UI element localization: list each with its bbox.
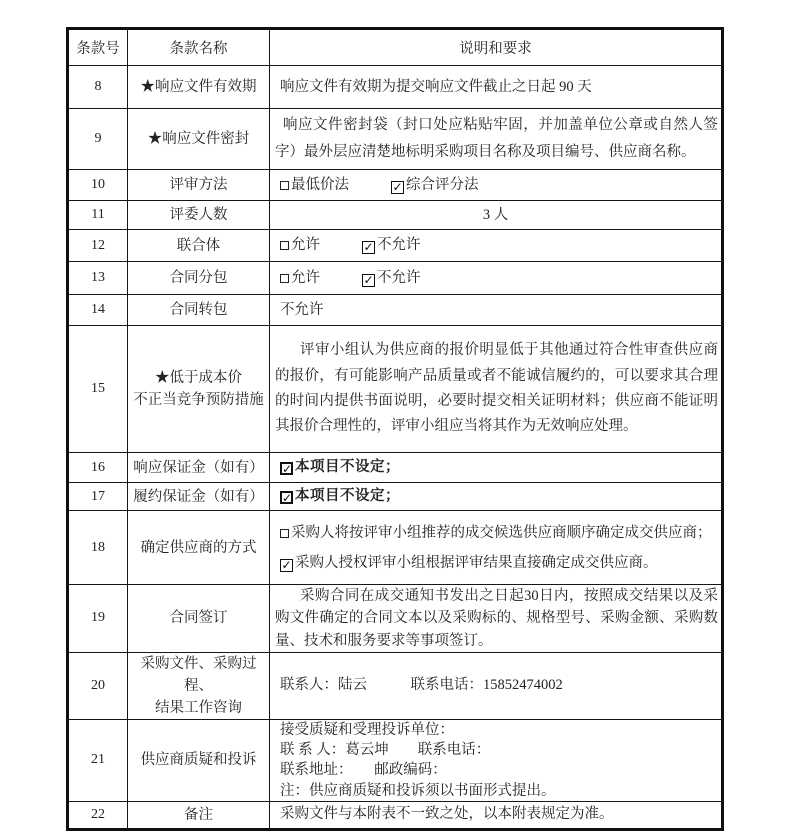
content-text: 响应文件密封袋（封口处应粘贴牢固，并加盖单位公章或自然人签字）最外层应清楚地标明采购项目名称及项目编号、供应商名称。 (275, 117, 718, 160)
clause-name-line: 评委人数 (169, 207, 228, 223)
table-row (68, 511, 723, 585)
option-label: 允许 (291, 237, 320, 253)
content-text: 联 系 人：葛云坤 联系电话： (280, 742, 491, 759)
table-row (68, 719, 723, 801)
content-text: 接受质疑和受理投诉单位： (280, 721, 454, 738)
clause-name-line: 采购文件、采购过程、 (140, 655, 257, 694)
column-header-clause-name: 条款名称 (128, 29, 270, 66)
content-text: 联系地址： 邮政编码： (280, 762, 447, 779)
content-text-line (273, 300, 718, 321)
option-label: 允许 (291, 269, 320, 286)
checkbox-checked-icon: ✓ (363, 240, 374, 254)
content-options-line (273, 518, 718, 548)
table-row (68, 109, 723, 170)
clause-name-line: 供应商质疑和投诉 (140, 752, 257, 769)
clause-number: 21 (68, 719, 128, 801)
table-row (68, 585, 723, 653)
table-row (68, 295, 723, 326)
clause-name-line: 备注 (184, 806, 213, 823)
clause-number: 19 (68, 585, 128, 653)
clause-name-line: 联合体 (176, 237, 221, 254)
option-label: 本项目不设定； (295, 488, 400, 504)
clause-name (128, 201, 270, 230)
clause-content (270, 230, 723, 262)
clause-name (128, 511, 270, 585)
content-text-line (273, 205, 718, 226)
content-text-line (273, 585, 718, 652)
content-text-line (273, 338, 718, 440)
clause-content (270, 652, 723, 719)
content-options-line (273, 235, 718, 256)
table-row (68, 801, 723, 829)
clause-name-line: ★响应文件有效期 (140, 79, 257, 95)
option-label: 最低价法 (291, 176, 349, 193)
clause-name-line: 履约保证金（如有） (133, 488, 264, 505)
clause-content (270, 511, 723, 585)
table-row (68, 326, 723, 453)
clause-name-line: 合同分包 (169, 270, 228, 286)
option-label: 不允许 (377, 237, 421, 253)
clause-table (66, 27, 724, 831)
checkbox-empty-icon (280, 274, 289, 283)
content-text-line (273, 781, 718, 801)
option-label: 采购人将按评审小组推荐的成交候选供应商顺序确定成交供应商； (291, 524, 712, 541)
clause-name-line: 响应保证金（如有） (133, 459, 264, 476)
clause-content (270, 66, 723, 109)
content-options-line (273, 486, 718, 507)
checkbox-empty-icon (280, 241, 289, 250)
content-options-line (273, 457, 718, 478)
option (362, 237, 421, 253)
content-text: 联系人：陆云 联系电话：15852474002 (280, 677, 563, 694)
clause-name (128, 652, 270, 719)
content-text: 采购文件与本附表不一致之处，以本附表规定为准。 (280, 806, 614, 823)
clause-content (270, 719, 723, 801)
option-label: 采购人授权评审小组根据评审结果直接确定成交供应商。 (295, 554, 658, 571)
clause-name (128, 66, 270, 109)
clause-name (128, 585, 270, 653)
option-label: 不允许 (377, 269, 421, 286)
clause-content (270, 326, 723, 453)
content-text-line (273, 112, 718, 166)
clause-content (270, 262, 723, 295)
content-options-line (273, 548, 718, 578)
clause-number: 13 (68, 262, 128, 295)
clause-name-line: 确定供应商的方式 (140, 539, 257, 556)
clause-content (270, 201, 723, 230)
table-row (68, 483, 723, 511)
checkbox-checked-icon: ✓ (282, 491, 293, 505)
content-text: 不允许 (280, 301, 324, 318)
clause-name (128, 109, 270, 170)
clause-content (270, 295, 723, 326)
clause-number: 10 (68, 170, 128, 201)
checkbox-checked-icon: ✓ (392, 179, 403, 194)
content-options-line (273, 268, 718, 289)
clause-number: 12 (68, 230, 128, 262)
clause-name (128, 326, 270, 453)
clause-table-body (68, 66, 723, 830)
clause-name (128, 170, 270, 201)
clause-number: 22 (68, 801, 128, 829)
table-header-row (68, 29, 723, 66)
content-text-line (273, 675, 718, 696)
clause-content (270, 109, 723, 170)
clause-number: 17 (68, 483, 128, 511)
clause-number: 8 (68, 66, 128, 109)
checkbox-checked-icon: ✓ (282, 462, 293, 476)
clause-content (270, 585, 723, 653)
table-row (68, 262, 723, 295)
clause-number: 20 (68, 652, 128, 719)
table-row (68, 201, 723, 230)
clause-name (128, 719, 270, 801)
option (280, 488, 400, 504)
checkbox-checked-icon: ✓ (281, 557, 292, 572)
clause-name (128, 262, 270, 295)
clause-name (128, 801, 270, 829)
table-row (68, 230, 723, 262)
clause-name-line: 不正当竞争预防措施 (133, 392, 264, 408)
clause-name-line: 结果工作咨询 (155, 699, 242, 716)
checkbox-empty-icon (280, 529, 289, 538)
content-text-line (273, 77, 718, 98)
clause-number: 15 (68, 326, 128, 453)
clause-name-line: 合同签订 (169, 610, 228, 627)
clause-name-line: 评审方法 (169, 177, 228, 193)
option-label: 本项目不设定； (295, 459, 400, 475)
clause-number: 11 (68, 201, 128, 230)
content-text: 评审小组认为供应商的报价明显低于其他通过符合性审查供应商的报价，有可能影响产品质量或者不能诚信履约的，可以要求其合理的时间内提供书面说明，必要时提交相关证明材料；供应商不能证明其报价合理性的，评审小组应当将其作为无效响应处理。 (275, 342, 718, 435)
clause-content (270, 170, 723, 201)
option (280, 459, 400, 475)
clause-number: 16 (68, 453, 128, 483)
option (280, 237, 320, 253)
clause-name-line: ★低于成本价 (155, 370, 242, 386)
table-row (68, 170, 723, 201)
option-label: 综合评分法 (406, 176, 479, 193)
table-row (68, 66, 723, 109)
clause-name-line: ★响应文件密封 (147, 131, 250, 147)
clause-name (128, 230, 270, 262)
content-text: 采购合同在成交通知书发出之日起30日内，按照成交结果以及采购文件确定的合同文本以及采购标的、规格型号、采购金额、采购数量、技术和服务要求等事项签订。 (275, 588, 718, 649)
content-text: 响应文件有效期为提交响应文件截止之日起 90 天 (280, 78, 592, 95)
content-text-line (273, 720, 718, 740)
clause-number: 9 (68, 109, 128, 170)
option (280, 270, 320, 286)
clause-number: 14 (68, 295, 128, 326)
option (362, 270, 421, 286)
content-text: 注：供应商质疑和投诉须以书面形式提出。 (280, 782, 556, 799)
clause-content (270, 801, 723, 829)
checkbox-empty-icon (280, 181, 289, 190)
column-header-description: 说明和要求 (270, 29, 723, 66)
content-text: 3 人 (482, 206, 509, 223)
clause-content (270, 453, 723, 483)
option (391, 177, 479, 193)
table-row (68, 453, 723, 483)
table-row (68, 652, 723, 719)
clause-name (128, 295, 270, 326)
content-options-line (273, 175, 718, 196)
clause-content (270, 483, 723, 511)
option (280, 177, 349, 193)
option (280, 525, 712, 541)
column-header-clause-number: 条款号 (68, 29, 128, 66)
clause-name (128, 483, 270, 511)
content-text-line (273, 740, 718, 760)
checkbox-checked-icon: ✓ (363, 272, 374, 287)
clause-number: 18 (68, 511, 128, 585)
clause-name-line: 合同转包 (169, 302, 228, 318)
clause-name (128, 453, 270, 483)
content-text-line (273, 804, 718, 825)
option (280, 555, 658, 571)
content-text-line (273, 760, 718, 780)
